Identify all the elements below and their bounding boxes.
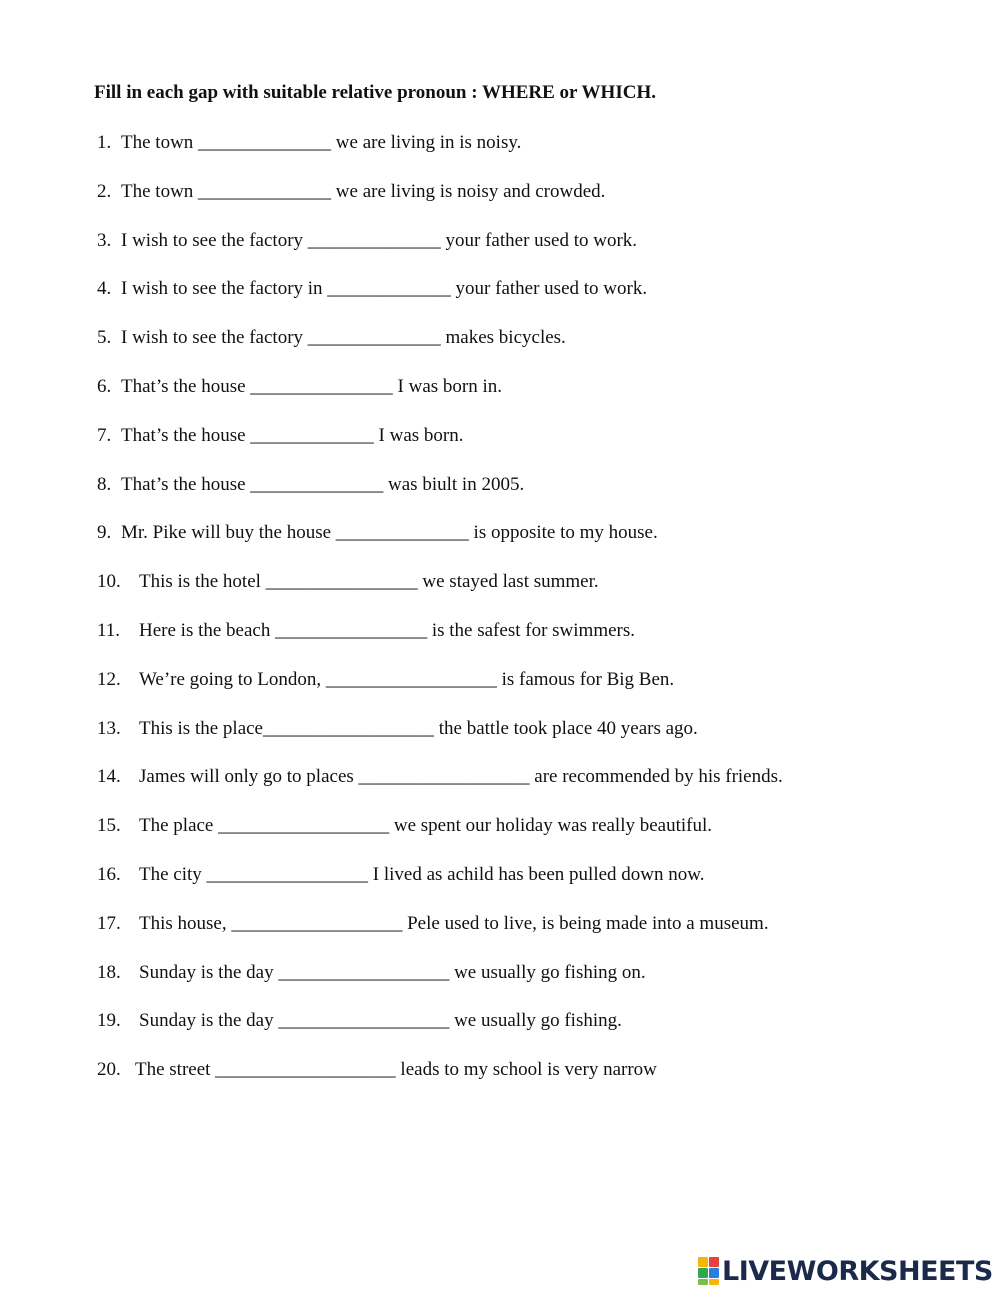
question-item <box>97 813 712 839</box>
question-item <box>97 911 769 937</box>
question-text: James will only go to places __________________ are recommended by his friends. <box>139 766 783 787</box>
liveworksheets-logo-icon <box>698 1257 719 1285</box>
question-text: Mr. Pike will buy the house ______________ is opposite to my house. <box>121 522 658 543</box>
logo-block-yellow <box>698 1257 708 1267</box>
question-item <box>97 1008 622 1034</box>
question-number: 3. <box>97 230 112 251</box>
question-number: 9. <box>97 522 112 543</box>
logo-block-lime <box>698 1279 708 1285</box>
question-text: Here is the beach ________________ is the safest for swimmers. <box>139 620 636 641</box>
question-item <box>97 520 658 546</box>
question-text: Sunday is the day __________________ we usually go fishing on. <box>139 962 646 983</box>
question-item <box>97 618 635 644</box>
question-item <box>97 276 647 302</box>
question-number: 17. <box>97 913 121 934</box>
question-item <box>97 960 646 986</box>
logo-block-green <box>698 1268 708 1278</box>
question-text: I wish to see the factory ______________ your father used to work. <box>121 230 638 251</box>
question-item <box>97 325 566 351</box>
question-text: I wish to see the factory in _____________ your father used to work. <box>121 278 648 299</box>
question-number: 14. <box>97 766 121 787</box>
question-number: 4. <box>97 278 112 299</box>
question-text: I wish to see the factory ______________ makes bicycles. <box>121 327 566 348</box>
question-text: That’s the house _____________ I was born. <box>121 425 464 446</box>
question-item <box>97 472 524 498</box>
question-text: The town ______________ we are living is noisy and crowded. <box>121 181 606 202</box>
question-item <box>97 569 599 595</box>
question-number: 8. <box>97 474 112 495</box>
worksheet-title: Fill in each gap with suitable relative pronoun : WHERE or WHICH. <box>94 82 656 103</box>
question-number: 2. <box>97 181 112 202</box>
question-text: We’re going to London, __________________ is famous for Big Ben. <box>139 669 675 690</box>
question-item <box>97 228 637 254</box>
question-number: 11. <box>97 620 121 641</box>
logo-block-blue <box>709 1268 719 1278</box>
question-text: The place __________________ we spent our holiday was really beautiful. <box>139 815 713 836</box>
question-text: That’s the house _______________ I was born in. <box>121 376 503 397</box>
question-item <box>97 862 705 888</box>
question-item <box>97 374 502 400</box>
question-item <box>97 764 783 790</box>
question-item <box>97 130 521 156</box>
question-text: This house, __________________ Pele used to live, is being made into a museum. <box>139 913 769 934</box>
question-number: 6. <box>97 376 112 397</box>
liveworksheets-logo <box>698 1256 993 1286</box>
logo-block-yellow-2 <box>709 1279 719 1285</box>
question-number: 1. <box>97 132 112 153</box>
question-text: The city _________________ I lived as achild has been pulled down now. <box>139 864 705 885</box>
question-item <box>97 1057 657 1083</box>
question-number: 5. <box>97 327 112 348</box>
question-number: 16. <box>97 864 121 885</box>
question-number: 10. <box>97 571 121 592</box>
question-item <box>97 716 698 742</box>
question-item <box>97 667 674 693</box>
question-text: That’s the house ______________ was biult in 2005. <box>121 474 525 495</box>
question-text: Sunday is the day __________________ we usually go fishing. <box>139 1010 622 1031</box>
question-number: 13. <box>97 718 121 739</box>
question-number: 18. <box>97 962 121 983</box>
question-text: The street ___________________ leads to my school is very narrow <box>135 1059 657 1080</box>
question-text: The town ______________ we are living in is noisy. <box>121 132 522 153</box>
question-text: This is the place__________________ the battle took place 40 years ago. <box>139 718 698 739</box>
question-number: 15. <box>97 815 121 836</box>
logo-text: LIVEWORKSHEETS <box>722 1255 993 1287</box>
question-item <box>97 179 605 205</box>
logo-block-red <box>709 1257 719 1267</box>
question-number: 7. <box>97 425 112 446</box>
question-text: This is the hotel ________________ we stayed last summer. <box>139 571 599 592</box>
question-number: 20. <box>97 1059 121 1080</box>
question-number: 12. <box>97 669 121 690</box>
question-item <box>97 423 463 449</box>
question-number: 19. <box>97 1010 121 1031</box>
